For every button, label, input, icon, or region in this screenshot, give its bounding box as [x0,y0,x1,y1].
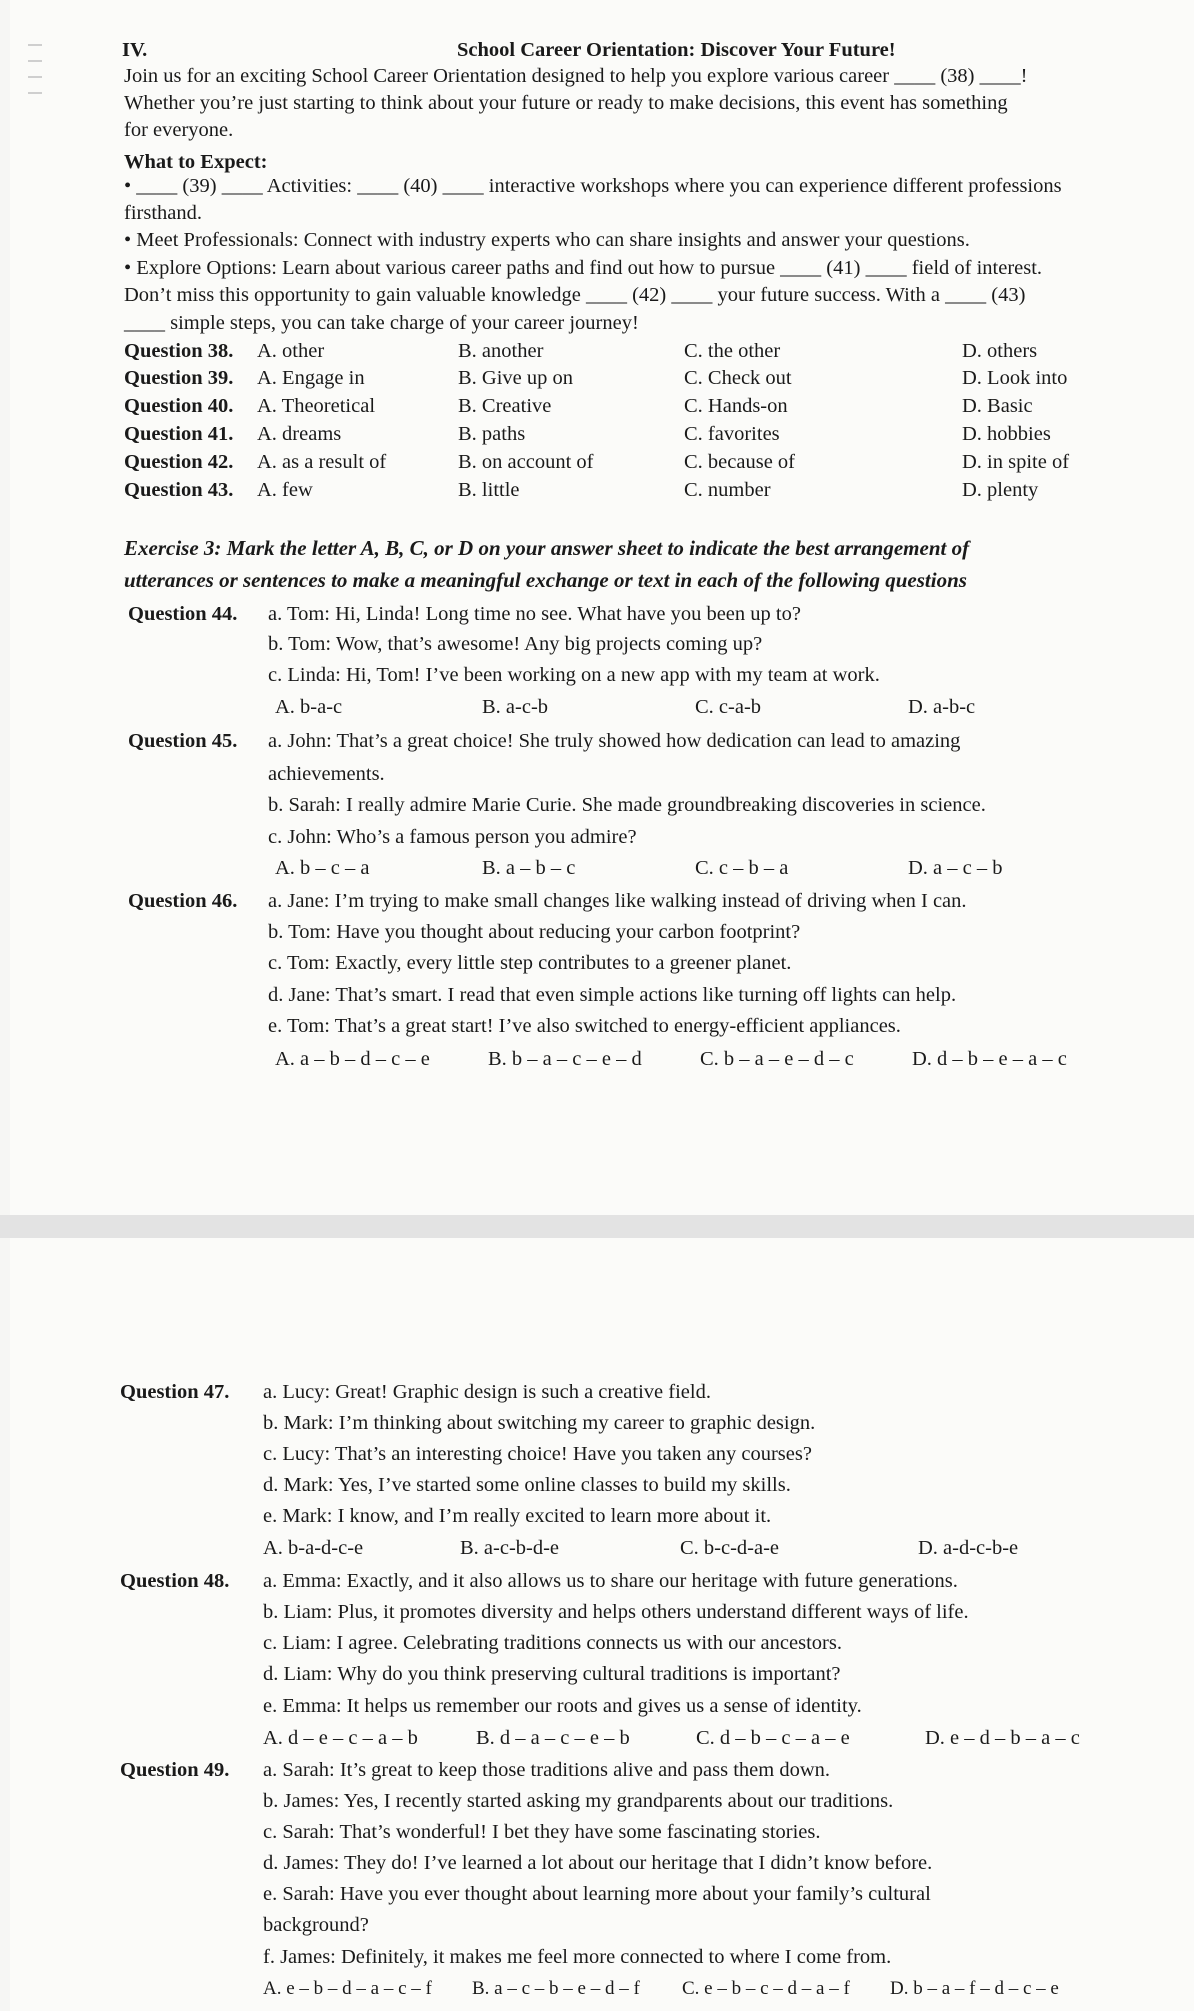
utterance-line: a. Lucy: Great! Graphic design is such a creative field. [263,1381,711,1403]
answer-option: C. c-a-b [695,696,762,718]
page-title: School Career Orientation: Discover Your Future! [457,39,896,61]
answer-option: D. a-d-c-b-e [918,1537,1019,1559]
answer-option: D. e – d – b – a – c [925,1727,1080,1749]
expect-line: Don’t miss this opportunity to gain valuable knowledge ____ (42) ____ your future success. With a ____ (43) [124,284,1026,306]
utterance-line: c. John: Who’s a famous person you admire? [268,826,637,848]
answer-option: B. a-c-b-d-e [460,1537,560,1559]
answer-option: B. Give up on [458,367,574,389]
answer-option: A. few [257,479,313,501]
question-label: Question 38. [124,340,234,362]
answer-option: A. as a result of [257,451,387,473]
what-to-expect-heading: What to Expect: [124,151,268,173]
answer-option: B. d – a – c – e – b [476,1727,630,1749]
question-label: Question 43. [124,479,234,501]
expect-line: • Meet Professionals: Connect with industry experts who can share insights and answer your questions. [124,229,970,251]
answer-option: C. b – a – e – d – c [700,1048,854,1070]
utterance-line: background? [263,1914,369,1936]
answer-option: D. hobbies [962,423,1051,445]
utterance-line: b. James: Yes, I recently started asking my grandparents about our traditions. [263,1790,894,1812]
intro-line: for everyone. [124,119,234,141]
intro-line: Join us for an exciting School Career Orientation designed to help you explore various career ____ (38) ____! [124,65,1028,87]
answer-option: A. dreams [257,423,342,445]
question-label: Question 47. [120,1381,230,1403]
utterance-line: e. Mark: I know, and I’m really excited to learn more about it. [263,1505,772,1527]
answer-option: D. d – b – e – a – c [912,1048,1067,1070]
utterance-line: c. Tom: Exactly, every little step contributes to a greener planet. [268,952,792,974]
answer-option: B. paths [458,423,526,445]
worksheet-page-2 [10,1238,1194,2011]
utterance-line: a. Emma: Exactly, and it also allows us to share our heritage with future generations. [263,1570,958,1592]
expect-line: • Explore Options: Learn about various career paths and find out how to pursue ____ (41) ____ field of interest. [124,257,1043,279]
utterance-line: c. Linda: Hi, Tom! I’ve been working on a new app with my team at work. [268,664,880,686]
question-label: Question 42. [124,451,234,473]
answer-option: C. c – b – a [695,857,789,879]
answer-option: D. a – c – b [908,857,1003,879]
answer-option: D. plenty [962,479,1039,501]
answer-option: C. Hands-on [684,395,788,417]
question-label: Question 49. [120,1759,230,1781]
utterance-line: b. Sarah: I really admire Marie Curie. She made groundbreaking discoveries in science. [268,794,986,816]
utterance-line: e. Sarah: Have you ever thought about learning more about your family’s cultural [263,1883,931,1905]
utterance-line: d. Jane: That’s smart. I read that even simple actions like turning off lights can help. [268,984,957,1006]
answer-option: A. d – e – c – a – b [263,1727,418,1749]
question-label: Question 40. [124,395,234,417]
answer-option: B. Creative [458,395,552,417]
answer-option: C. number [684,479,771,501]
answer-option: D. Look into [962,367,1068,389]
expect-line: firsthand. [124,202,202,224]
utterance-line: b. Tom: Wow, that’s awesome! Any big projects coming up? [268,633,763,655]
answer-option: D. a-b-c [908,696,976,718]
utterance-line: c. Sarah: That’s wonderful! I bet they have some fascinating stories. [263,1821,821,1843]
answer-option: C. b-c-d-a-e [680,1537,780,1559]
answer-option: A. b-a-d-c-e [263,1537,364,1559]
question-label: Question 41. [124,423,234,445]
answer-option: A. other [257,340,325,362]
answer-option: D. others [962,340,1038,362]
page-break [0,1215,1194,1238]
scan-margin-marks [10,30,65,130]
answer-option: D. b – a – f – d – c – e [890,1978,1059,1999]
question-label: Question 44. [128,603,238,625]
answer-option: A. e – b – d – a – c – f [263,1978,432,1999]
utterance-line: d. Mark: Yes, I’ve started some online classes to build my skills. [263,1474,791,1496]
answer-option: C. e – b – c – d – a – f [682,1978,850,1999]
utterance-line: a. Sarah: It’s great to keep those traditions alive and pass them down. [263,1759,831,1781]
intro-line: Whether you’re just starting to think about your future or ready to make decisions, this event has something [124,92,1008,114]
utterance-line: a. Jane: I’m trying to make small changes like walking instead of driving when I can. [268,890,967,912]
answer-option: B. little [458,479,520,501]
question-label: Question 46. [128,890,238,912]
answer-option: C. d – b – c – a – e [696,1727,850,1749]
answer-option: A. b – c – a [275,857,370,879]
expect-line: ____ simple steps, you can take charge of your career journey! [124,312,639,334]
answer-option: B. b – a – c – e – d [488,1048,642,1070]
answer-option: B. another [458,340,544,362]
answer-option: B. a-c-b [482,696,549,718]
utterance-line: c. Lucy: That’s an interesting choice! Have you taken any courses? [263,1443,812,1465]
answer-option: C. because of [684,451,795,473]
utterance-line: achievements. [268,763,385,785]
utterance-line: a. John: That’s a great choice! She truly showed how dedication can lead to amazing [268,730,961,752]
utterance-line: b. Mark: I’m thinking about switching my career to graphic design. [263,1412,816,1434]
utterance-line: b. Tom: Have you thought about reducing your carbon footprint? [268,921,801,943]
answer-option: B. on account of [458,451,594,473]
answer-option: C. the other [684,340,781,362]
expect-line: • ____ (39) ____ Activities: ____ (40) ____ interactive workshops where you can experience different professions [124,175,1062,197]
question-label: Question 45. [128,730,238,752]
utterance-line: e. Emma: It helps us remember our roots and gives us a sense of identity. [263,1695,862,1717]
answer-option: B. a – c – b – e – d – f [472,1978,640,1999]
utterance-line: d. Liam: Why do you think preserving cultural traditions is important? [263,1663,841,1685]
answer-option: A. b-a-c [275,696,343,718]
question-label: Question 39. [124,367,234,389]
exercise-3-instruction: utterances or sentences to make a meaningful exchange or text in each of the following questions [124,568,967,592]
answer-option: A. a – b – d – c – e [275,1048,430,1070]
worksheet-page-1 [10,0,1194,1215]
utterance-line: b. Liam: Plus, it promotes diversity and helps others understand different ways of life. [263,1601,969,1623]
utterance-line: f. James: Definitely, it makes me feel more connected to where I come from. [263,1946,892,1968]
answer-option: D. in spite of [962,451,1070,473]
utterance-line: c. Liam: I agree. Celebrating traditions connects us with our ancestors. [263,1632,842,1654]
answer-option: A. Theoretical [257,395,376,417]
exercise-3-instruction: Exercise 3: Mark the letter A, B, C, or D on your answer sheet to indicate the best arrangement of [124,536,970,560]
answer-option: C. favorites [684,423,780,445]
utterance-line: d. James: They do! I’ve learned a lot about our heritage that I didn’t know before. [263,1852,933,1874]
answer-option: B. a – b – c [482,857,576,879]
section-number: IV. [122,39,148,61]
utterance-line: e. Tom: That’s a great start! I’ve also switched to energy-efficient appliances. [268,1015,901,1037]
answer-option: C. Check out [684,367,792,389]
answer-option: A. Engage in [257,367,365,389]
utterance-line: a. Tom: Hi, Linda! Long time no see. What have you been up to? [268,603,801,625]
question-label: Question 48. [120,1570,230,1592]
answer-option: D. Basic [962,395,1033,417]
